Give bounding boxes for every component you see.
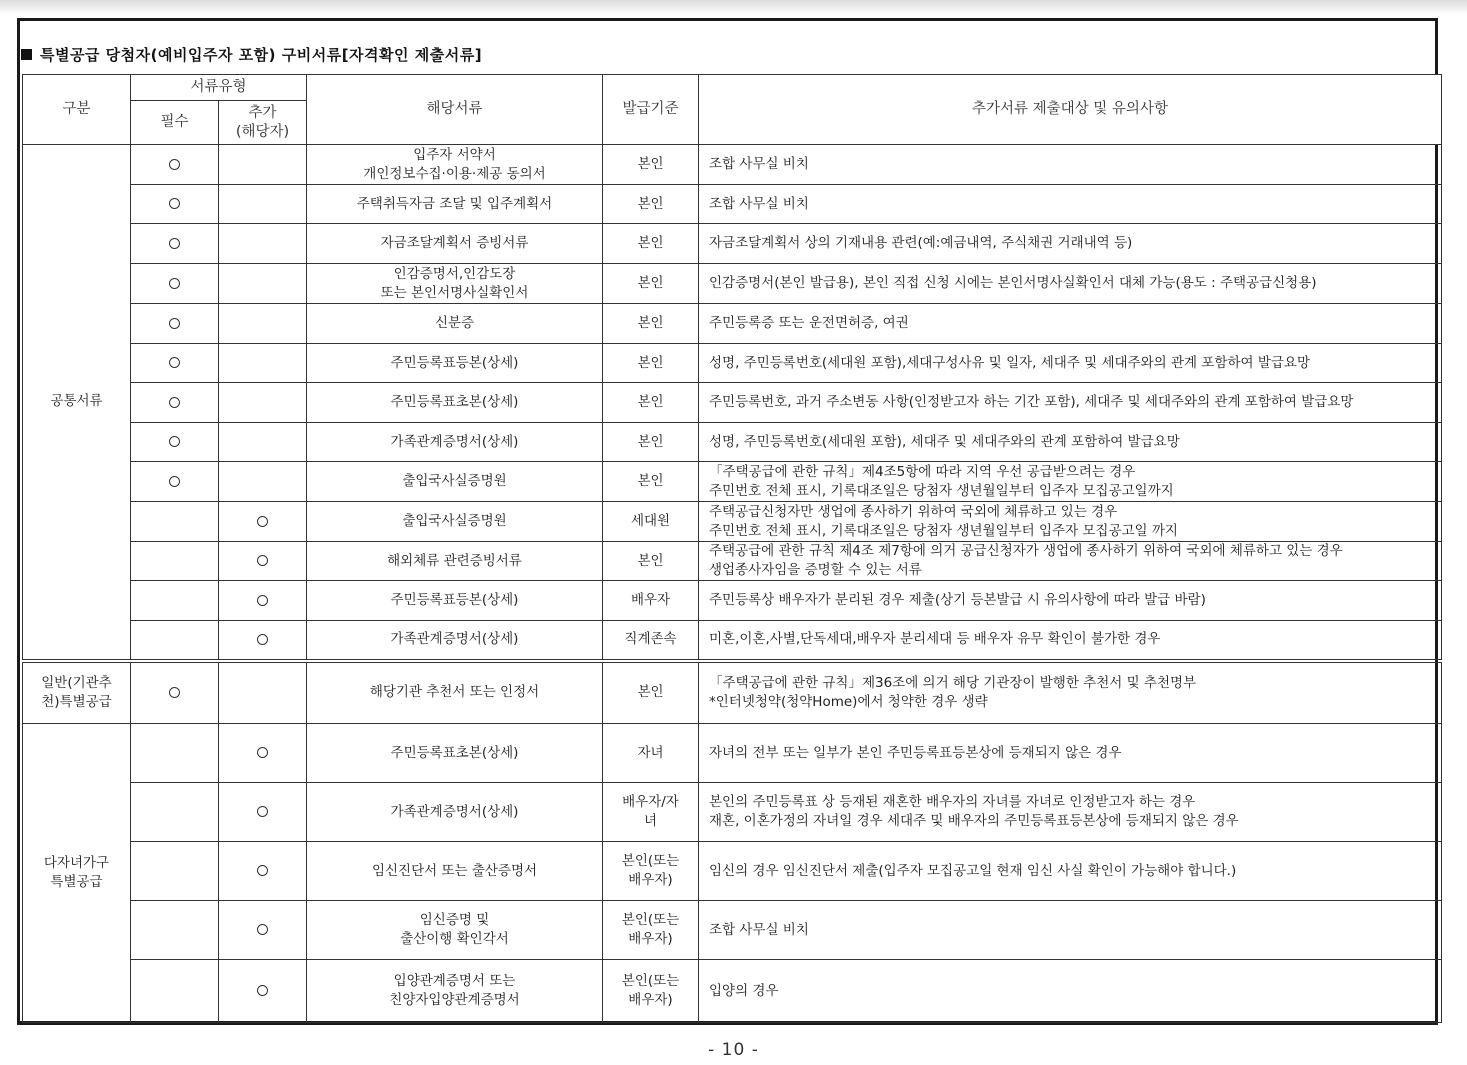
page-number: - 10 - [708, 1040, 759, 1060]
circle-mark-icon [169, 238, 180, 249]
table-row [23, 462, 1442, 502]
cell-line: 본인 [637, 354, 664, 371]
cell-line: 또는 본인서명사실확인서 [380, 284, 529, 301]
required-cell [131, 724, 219, 783]
cell-line: 가족관계증명서(상세) [390, 433, 519, 450]
circle-mark-icon [169, 159, 180, 170]
cell-line: 본인 [637, 156, 664, 172]
cell-line: 출입국사실증명원 [402, 473, 507, 489]
additional-cell [219, 224, 307, 264]
circle-mark-icon [169, 198, 180, 209]
additional-cell [219, 724, 307, 783]
circle-mark-icon [169, 436, 180, 447]
notes-cell [699, 783, 1442, 842]
cell-line: 재혼, 이혼가정의 자녀일 경우 세대주 및 배우자의 주민등록표등본상에 등재되지 않은 경우 [709, 813, 1239, 829]
required-cell [131, 783, 219, 842]
table-row [23, 581, 1442, 621]
cell-line: 주택공급신청자만 생업에 종사하기 위하여 국외에 체류하고 있는 경우 [709, 503, 1118, 520]
documents-table [22, 74, 1442, 1023]
additional-cell [219, 581, 307, 621]
cell-line: 조합 사무실 비치 [709, 156, 809, 172]
header-doc-type: 서류유형 [131, 75, 307, 101]
cell-line: 성명, 주민등록번호(세대원 포함), 세대주 및 세대주와의 관계 포함하여 발급요망 [709, 433, 1180, 450]
notes-cell [699, 621, 1442, 661]
additional-cell [219, 621, 307, 661]
cell-line: 입양의 경우 [709, 982, 779, 999]
cell-line: 가족관계증명서(상세) [390, 803, 519, 820]
table-row [23, 901, 1442, 960]
circle-mark-icon [169, 278, 180, 289]
issuer-cell [603, 960, 699, 1023]
cell-line: 녀 [643, 813, 658, 829]
cell-line: 세대원 [630, 513, 671, 529]
cell-line: 출산이행 확인각서 [400, 931, 509, 947]
cell-line: 인감증명서(본인 발급용), 본인 직접 신청 시에는 본인서명사실확인서 대체 가능(용도 : 주택공급신청용) [709, 275, 1317, 291]
cell-line: 본인 [637, 275, 664, 291]
issuer-cell [603, 423, 699, 462]
table-row [23, 661, 1442, 724]
issuer-cell [603, 901, 699, 960]
notes-cell [699, 224, 1442, 264]
cell-line: 개인정보수집·이용·제공 동의서 [363, 165, 546, 182]
cell-line: 해당기관 추천서 또는 인정서 [369, 684, 540, 701]
document-cell [307, 621, 603, 661]
cell-line: 주민등록상 배우자가 분리된 경우 제출(상기 등본발급 시 유의사항에 따라 발급 바람) [709, 592, 1206, 608]
document-cell [307, 724, 603, 783]
header-document: 해당서류 [307, 75, 603, 145]
cell-line: 본인 [637, 433, 664, 450]
section-title-text: 특별공급 당첨자(예비입주자 포함) 구비서류[자격확인 제출서류] [40, 46, 483, 64]
document-cell [307, 661, 603, 724]
cell-line: 주민등록번호, 과거 주소변동 사항(인정받고자 하는 기간 포함), 세대주 및 세대주와의 관계 포함하여 발급요망 [709, 394, 1354, 410]
cell-line: 임신증명 및 [419, 912, 490, 928]
additional-cell [219, 502, 307, 542]
cell-line: 주민등록증 또는 운전면허증, 여권 [709, 315, 909, 331]
cell-line: 생업종사자임을 증명할 수 있는 서류 [709, 562, 922, 578]
issuer-cell [603, 783, 699, 842]
notes-cell [699, 502, 1442, 542]
circle-mark-icon [169, 687, 180, 698]
required-cell [131, 304, 219, 344]
document-cell [307, 145, 603, 185]
table-row [23, 264, 1442, 304]
document-cell [307, 264, 603, 304]
notes-cell [699, 960, 1442, 1023]
table-row [23, 842, 1442, 901]
cell-line: 본인의 주민등록표 상 등재된 재혼한 배우자의 자녀를 자녀로 인정받고자 하는 경우 [709, 794, 1196, 810]
issuer-cell [603, 621, 699, 661]
cell-line: 해외체류 관련증빙서류 [387, 552, 522, 569]
issuer-cell [603, 581, 699, 621]
table-row [23, 724, 1442, 783]
cell-line: 본인 [637, 552, 664, 569]
circle-mark-icon [257, 747, 268, 758]
header-category: 구분 [23, 75, 131, 145]
additional-cell [219, 842, 307, 901]
issuer-cell [603, 661, 699, 724]
circle-mark-icon [169, 318, 180, 329]
issuer-cell [603, 145, 699, 185]
table-row [23, 304, 1442, 344]
required-cell [131, 621, 219, 661]
notes-cell [699, 581, 1442, 621]
required-cell [131, 901, 219, 960]
category-cell: 다자녀가구 특별공급 [23, 724, 131, 1023]
notes-cell [699, 383, 1442, 423]
document-cell [307, 423, 603, 462]
table-row [23, 960, 1442, 1023]
cell-line: 본인 [637, 684, 664, 701]
additional-cell [219, 783, 307, 842]
required-cell [131, 224, 219, 264]
cell-line: 본인(또는 [621, 973, 680, 989]
required-cell [131, 185, 219, 224]
cell-line: 자금조달계획서 상의 기재내용 관련(예:예금내역, 주식채권 거래내역 등) [709, 235, 1133, 251]
additional-cell [219, 344, 307, 383]
category-cell: 공통서류 [23, 145, 131, 661]
square-bullet-icon [21, 49, 32, 60]
required-cell [131, 145, 219, 185]
additional-cell [219, 185, 307, 224]
document-cell [307, 224, 603, 264]
additional-cell [219, 901, 307, 960]
circle-mark-icon [257, 985, 268, 996]
issuer-cell [603, 462, 699, 502]
circle-mark-icon [257, 595, 268, 606]
issuer-cell [603, 185, 699, 224]
cell-line: 「주택공급에 관한 규칙」제36조에 의거 해당 기관장이 발행한 추천서 및 추천명부 [709, 674, 1197, 691]
table-row [23, 542, 1442, 581]
document-cell [307, 502, 603, 542]
circle-mark-icon [257, 516, 268, 527]
circle-mark-icon [169, 357, 180, 368]
notes-cell [699, 661, 1442, 724]
cell-line: 배우자) [628, 931, 673, 947]
required-cell [131, 383, 219, 423]
cell-line: 주택취득자금 조달 및 입주계획서 [356, 195, 553, 212]
document-cell [307, 581, 603, 621]
issuer-cell [603, 264, 699, 304]
top-shadow-band [0, 0, 1467, 14]
notes-cell [699, 423, 1442, 462]
issuer-cell [603, 502, 699, 542]
circle-mark-icon [257, 555, 268, 566]
cell-line: 배우자) [628, 992, 673, 1008]
table-header [23, 75, 1442, 145]
cell-line: 인감증명서,인감도장 [393, 265, 516, 282]
cell-line: 자금조달계획서 증빙서류 [380, 235, 529, 251]
additional-cell [219, 145, 307, 185]
table-row [23, 224, 1442, 264]
document-cell [307, 462, 603, 502]
document-cell [307, 842, 603, 901]
cell-line: 배우자/자 [622, 794, 679, 810]
additional-cell [219, 264, 307, 304]
cell-line: *인터넷청약(청약Home)에서 청약한 경우 생략 [709, 693, 988, 710]
issuer-cell [603, 724, 699, 783]
circle-mark-icon [169, 397, 180, 408]
cell-line: 주민등록표등본(상세) [390, 354, 519, 371]
table-row [23, 423, 1442, 462]
cell-line: 주민번호 전체 표시, 기록대조일은 당첨자 생년월일부터 입주자 모집공고일 까지 [709, 522, 1178, 539]
cell-line: 주민등록표초본(상세) [390, 744, 519, 761]
category-cell: 일반(기관추 천)특별공급 [23, 661, 131, 724]
cell-line: 본인 [637, 473, 664, 489]
cell-line: 성명, 주민등록번호(세대원 포함),세대구성사유 및 일자, 세대주 및 세대주와의 관계 포함하여 발급요망 [709, 354, 1310, 371]
cell-line: 조합 사무실 비치 [709, 195, 809, 212]
document-cell [307, 344, 603, 383]
table-row [23, 145, 1442, 185]
circle-mark-icon [257, 806, 268, 817]
cell-line: 친양자입양관계증명서 [389, 992, 520, 1008]
issuer-cell [603, 542, 699, 581]
cell-line: 주민번호 전체 표시, 기록대조일은 당첨자 생년월일부터 입주자 모집공고일까지 [709, 482, 1174, 499]
document-cell [307, 185, 603, 224]
header-additional-note: (해당자) [235, 123, 290, 140]
required-cell [131, 502, 219, 542]
cell-line: 가족관계증명서(상세) [390, 631, 519, 648]
cell-line: 자녀 [637, 744, 664, 761]
table-body [23, 145, 1442, 1023]
required-cell [131, 264, 219, 304]
cell-line: 본인 [637, 315, 664, 331]
additional-cell [219, 304, 307, 344]
table-row [23, 783, 1442, 842]
cell-line: 배우자) [628, 872, 673, 888]
document-cell [307, 901, 603, 960]
additional-cell [219, 542, 307, 581]
cell-line: 주민등록표초본(상세) [390, 394, 519, 410]
notes-cell [699, 304, 1442, 344]
issuer-cell [603, 304, 699, 344]
notes-cell [699, 145, 1442, 185]
circle-mark-icon [257, 924, 268, 935]
table-row [23, 383, 1442, 423]
cell-line: 신분증 [434, 315, 475, 331]
additional-cell [219, 462, 307, 502]
cell-line: 배우자 [630, 592, 671, 608]
cell-line: 본인 [637, 195, 664, 212]
cell-line: 출입국사실증명원 [402, 513, 507, 529]
header-additional-label: 추가 [248, 104, 277, 121]
document-cell [307, 304, 603, 344]
required-cell [131, 542, 219, 581]
notes-cell [699, 264, 1442, 304]
cell-line: 주택공급에 관한 규칙 제4조 제7항에 의거 공급신청자가 생업에 종사하기 위하여 국외에 체류하고 있는 경우 [709, 543, 1343, 559]
notes-cell [699, 462, 1442, 502]
document-cell [307, 542, 603, 581]
cell-line: 본인 [637, 235, 664, 251]
cell-line: 입주자 서약서 [413, 146, 496, 163]
cell-line: 본인(또는 [621, 853, 680, 869]
circle-mark-icon [257, 865, 268, 876]
notes-cell [699, 542, 1442, 581]
header-issuer: 발급기준 [603, 75, 699, 145]
issuer-cell [603, 224, 699, 264]
cell-line: 미혼,이혼,사별,단독세대,배우자 분리세대 등 배우자 유무 확인이 불가한 경우 [709, 631, 1161, 648]
cell-line: 조합 사무실 비치 [709, 921, 809, 938]
notes-cell [699, 901, 1442, 960]
table-row [23, 344, 1442, 383]
section-title [21, 44, 482, 65]
issuer-cell [603, 344, 699, 383]
cell-line: 「주택공급에 관한 규칙」제4조5항에 따라 지역 우선 공급받으려는 경우 [709, 463, 1136, 480]
notes-cell [699, 842, 1442, 901]
required-cell [131, 661, 219, 724]
issuer-cell [603, 383, 699, 423]
notes-cell [699, 185, 1442, 224]
required-cell [131, 344, 219, 383]
issuer-cell [603, 842, 699, 901]
cell-line: 임신진단서 또는 출산증명서 [371, 862, 538, 879]
cell-line: 자녀의 전부 또는 일부가 본인 주민등록표등본상에 등재되지 않은 경우 [709, 744, 1122, 761]
circle-mark-icon [169, 476, 180, 487]
document-cell [307, 960, 603, 1023]
cell-line: 본인 [637, 394, 664, 410]
notes-cell [699, 344, 1442, 383]
required-cell [131, 960, 219, 1023]
document-cell [307, 783, 603, 842]
additional-cell [219, 661, 307, 724]
cell-line: 본인(또는 [621, 912, 680, 928]
required-cell [131, 842, 219, 901]
required-cell [131, 581, 219, 621]
additional-cell [219, 423, 307, 462]
required-cell [131, 423, 219, 462]
cell-line: 직계존속 [624, 631, 677, 648]
cell-line: 입양관계증명서 또는 [393, 973, 516, 989]
additional-cell [219, 383, 307, 423]
header-notes: 추가서류 제출대상 및 유의사항 [699, 75, 1442, 145]
header-required: 필수 [131, 101, 219, 145]
notes-cell [699, 724, 1442, 783]
table-row [23, 621, 1442, 661]
cell-line: 주민등록표등본(상세) [390, 592, 519, 608]
cell-line: 임신의 경우 임신진단서 제출(입주자 모집공고일 현재 임신 사실 확인이 가능해야 합니다.) [709, 862, 1237, 879]
additional-cell [219, 960, 307, 1023]
document-cell [307, 383, 603, 423]
circle-mark-icon [257, 634, 268, 645]
table-row [23, 502, 1442, 542]
header-additional [219, 101, 307, 145]
required-cell [131, 462, 219, 502]
table-row [23, 185, 1442, 224]
